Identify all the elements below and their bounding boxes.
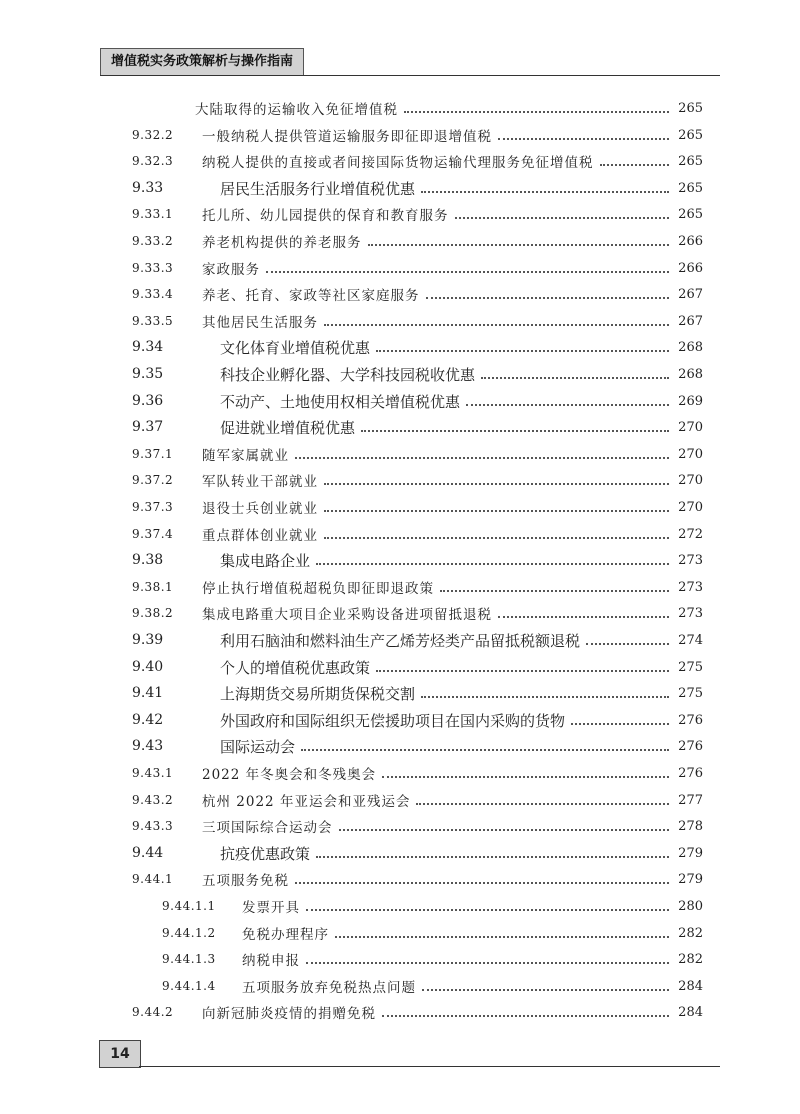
toc-entry-title: 抗疫优惠政策 bbox=[220, 844, 311, 863]
toc-entry-title: 上海期货交易所期货保税交割 bbox=[220, 684, 416, 703]
toc-entry-page: 275 bbox=[678, 659, 703, 675]
toc-entry-title: 免税办理程序 bbox=[242, 927, 329, 943]
dot-leader bbox=[382, 1014, 669, 1017]
toc-entry bbox=[132, 866, 703, 892]
toc-entry bbox=[162, 946, 703, 972]
toc-entry bbox=[132, 840, 703, 866]
toc-entry-number: 9.39 bbox=[132, 632, 164, 648]
toc-entry-title: 重点群体创业就业 bbox=[202, 528, 318, 544]
toc-entry bbox=[132, 813, 703, 839]
toc-entry-title: 个人的增值税优惠政策 bbox=[220, 658, 371, 677]
dot-leader bbox=[368, 243, 670, 246]
toc-entry-page: 265 bbox=[678, 180, 703, 196]
toc-entry-page: 267 bbox=[678, 313, 703, 329]
dot-leader bbox=[586, 642, 669, 645]
header-rule bbox=[100, 75, 720, 76]
toc-entry bbox=[132, 201, 703, 227]
toc-entry-page: 276 bbox=[678, 738, 703, 754]
toc-entry-title: 促进就业增值税优惠 bbox=[220, 418, 356, 437]
toc-entry bbox=[132, 787, 703, 813]
dot-leader bbox=[335, 935, 669, 938]
toc-entry-page: 276 bbox=[678, 712, 703, 728]
toc-entry-page: 270 bbox=[678, 446, 703, 462]
dot-leader bbox=[421, 695, 669, 698]
toc-entry-number: 9.37.2 bbox=[132, 473, 174, 487]
toc-entry-title: 纳税申报 bbox=[242, 953, 300, 969]
toc-entry-title: 国际运动会 bbox=[220, 737, 296, 756]
dot-leader bbox=[316, 855, 669, 858]
dot-leader bbox=[324, 482, 669, 485]
toc-entry-title: 退役士兵创业就业 bbox=[202, 501, 318, 517]
toc-entry bbox=[132, 255, 703, 281]
toc-entry-title: 科技企业孵化器、大学科技园税收优惠 bbox=[220, 365, 476, 384]
toc-entry-number: 9.44.1.3 bbox=[162, 952, 216, 966]
toc-entry-page: 273 bbox=[678, 605, 703, 621]
toc-entry-page: 273 bbox=[678, 579, 703, 595]
toc-entry-number: 9.43.2 bbox=[132, 793, 174, 807]
toc-entry bbox=[132, 600, 703, 626]
toc-entry-title: 集成电路企业 bbox=[220, 551, 311, 570]
dot-leader bbox=[382, 775, 669, 778]
toc-entry-title: 利用石脑油和燃料油生产乙烯芳烃类产品留抵税额退税 bbox=[220, 631, 581, 650]
toc-entry-page: 268 bbox=[678, 339, 703, 355]
toc-entry bbox=[132, 388, 703, 414]
toc-entry-page: 282 bbox=[678, 925, 703, 941]
toc-entry-number: 9.42 bbox=[132, 712, 164, 728]
toc-entry-page: 282 bbox=[678, 951, 703, 967]
dot-leader bbox=[481, 376, 669, 379]
toc-entry bbox=[132, 308, 703, 334]
toc-entry bbox=[132, 228, 703, 254]
toc-entry-page: 279 bbox=[678, 845, 703, 861]
toc-entry bbox=[132, 574, 703, 600]
toc-entry-title: 纳税人提供的直接或者间接国际货物运输代理服务免征增值税 bbox=[202, 155, 594, 171]
toc-entry bbox=[132, 494, 703, 520]
toc-entry-page: 280 bbox=[678, 898, 703, 914]
toc-entry-title: 2022 年冬奥会和冬残奥会 bbox=[202, 767, 377, 783]
toc-entry-number: 9.40 bbox=[132, 659, 164, 675]
toc-entry-number: 9.36 bbox=[132, 393, 164, 409]
toc-entry-page: 279 bbox=[678, 871, 703, 887]
toc-entry-number: 9.44.2 bbox=[132, 1005, 174, 1019]
toc-entry-number: 9.44.1.4 bbox=[162, 979, 216, 993]
dot-leader bbox=[324, 509, 669, 512]
toc-entry-title: 发票开具 bbox=[242, 900, 300, 916]
toc-entry-title: 养老机构提供的养老服务 bbox=[202, 235, 362, 251]
toc-entry-title: 集成电路重大项目企业采购设备进项留抵退税 bbox=[202, 607, 492, 623]
toc-entry bbox=[162, 893, 703, 919]
toc-entry-number: 9.32.2 bbox=[132, 128, 174, 142]
dot-leader bbox=[600, 163, 670, 166]
toc-entry-number: 9.41 bbox=[132, 685, 164, 701]
dot-leader bbox=[426, 296, 670, 299]
toc-entry-page: 275 bbox=[678, 685, 703, 701]
dot-leader bbox=[571, 722, 669, 725]
dot-leader bbox=[421, 190, 669, 193]
toc-entry-page: 277 bbox=[678, 792, 703, 808]
toc-entry-title: 托儿所、幼儿园提供的保育和教育服务 bbox=[202, 208, 449, 224]
toc-entry-page: 265 bbox=[678, 153, 703, 169]
toc-entry-number: 9.43.1 bbox=[132, 766, 174, 780]
toc-entry-title: 停止执行增值税超税负即征即退政策 bbox=[202, 581, 434, 597]
dot-leader bbox=[301, 748, 669, 751]
toc-entry-number: 9.44.1.2 bbox=[162, 926, 216, 940]
dot-leader bbox=[404, 110, 669, 113]
toc-entry-page: 284 bbox=[678, 1004, 703, 1020]
toc-entry bbox=[162, 920, 703, 946]
toc-entry bbox=[132, 707, 703, 733]
toc-entry bbox=[132, 175, 703, 201]
toc-entry-number: 9.37.4 bbox=[132, 527, 174, 541]
dot-leader bbox=[295, 881, 669, 884]
toc-entry bbox=[132, 414, 703, 440]
toc-entry-page: 276 bbox=[678, 765, 703, 781]
toc-entry-page: 274 bbox=[678, 632, 703, 648]
toc-entry-page: 265 bbox=[678, 206, 703, 222]
toc-entry bbox=[132, 999, 703, 1025]
toc-entry-page: 266 bbox=[678, 233, 703, 249]
toc-entry-number: 9.38 bbox=[132, 552, 164, 568]
page-number: 14 bbox=[99, 1040, 141, 1068]
toc-entry-number: 9.43 bbox=[132, 738, 164, 754]
toc-entry-page: 284 bbox=[678, 978, 703, 994]
toc-entry-number: 9.37.1 bbox=[132, 447, 174, 461]
dot-leader bbox=[306, 961, 669, 964]
toc-entry-page: 268 bbox=[678, 366, 703, 382]
toc-entry-number: 9.33.2 bbox=[132, 234, 174, 248]
toc-entry-number: 9.44 bbox=[132, 845, 164, 861]
toc-entry-title: 家政服务 bbox=[202, 262, 260, 278]
toc-entry-page: 265 bbox=[678, 100, 703, 116]
dot-leader bbox=[440, 589, 669, 592]
toc-entry-number: 9.43.3 bbox=[132, 819, 174, 833]
toc-entry-page: 273 bbox=[678, 552, 703, 568]
toc-entry-title: 居民生活服务行业增值税优惠 bbox=[220, 179, 416, 198]
toc-entry-page: 270 bbox=[678, 472, 703, 488]
dot-leader bbox=[376, 349, 669, 352]
toc-entry-number: 9.32.3 bbox=[132, 154, 174, 168]
toc-entry-title: 一般纳税人提供管道运输服务即征即退增值税 bbox=[202, 129, 492, 145]
toc-entry-number: 9.33.4 bbox=[132, 287, 174, 301]
toc-entry-page: 269 bbox=[678, 393, 703, 409]
toc-entry-number: 9.44.1 bbox=[132, 872, 174, 886]
toc-entry-title: 五项服务免税 bbox=[202, 873, 289, 889]
dot-leader bbox=[416, 802, 669, 805]
toc-entry bbox=[132, 122, 703, 148]
footer-rule bbox=[139, 1066, 720, 1067]
toc-entry-title: 五项服务放弃免税热点问题 bbox=[242, 980, 416, 996]
toc-entry-page: 266 bbox=[678, 260, 703, 276]
dot-leader bbox=[324, 536, 669, 539]
toc-entry-title: 随军家属就业 bbox=[202, 448, 289, 464]
toc-entry-title: 向新冠肺炎疫情的捐赠免税 bbox=[202, 1006, 376, 1022]
toc-entry-title: 养老、托育、家政等社区家庭服务 bbox=[202, 288, 420, 304]
toc-entry-page: 278 bbox=[678, 818, 703, 834]
toc-entry-page: 270 bbox=[678, 499, 703, 515]
dot-leader bbox=[306, 908, 669, 911]
toc-entry-title: 外国政府和国际组织无偿援助项目在国内采购的货物 bbox=[220, 711, 566, 730]
toc-entry-title: 杭州 2022 年亚运会和亚残运会 bbox=[202, 794, 411, 810]
toc-entry bbox=[162, 973, 703, 999]
toc-entry-number: 9.33.1 bbox=[132, 207, 174, 221]
dot-leader bbox=[316, 562, 669, 565]
toc-entry bbox=[132, 627, 703, 653]
dot-leader bbox=[376, 669, 669, 672]
toc-entry-number: 9.37.3 bbox=[132, 500, 174, 514]
toc-entry bbox=[132, 547, 703, 573]
toc-entry-number: 9.37 bbox=[132, 419, 164, 435]
toc-entry-title: 大陆取得的运输收入免征增值税 bbox=[195, 102, 398, 118]
dot-leader bbox=[361, 429, 669, 432]
toc-entry-page: 270 bbox=[678, 419, 703, 435]
toc-entry bbox=[195, 95, 703, 121]
toc-entry bbox=[132, 654, 703, 680]
toc-entry bbox=[132, 760, 703, 786]
toc-entry-number: 9.33.3 bbox=[132, 261, 174, 275]
dot-leader bbox=[266, 270, 669, 273]
toc-entry-number: 9.38.2 bbox=[132, 606, 174, 620]
dot-leader bbox=[466, 403, 669, 406]
dot-leader bbox=[498, 137, 669, 140]
toc-entry-number: 9.33.5 bbox=[132, 314, 174, 328]
toc-entry-number: 9.44.1.1 bbox=[162, 899, 216, 913]
toc-entry-page: 265 bbox=[678, 127, 703, 143]
dot-leader bbox=[455, 216, 670, 219]
toc-entry-page: 272 bbox=[678, 526, 703, 542]
toc-entry-title: 军队转业干部就业 bbox=[202, 474, 318, 490]
toc-entry-page: 267 bbox=[678, 286, 703, 302]
toc-entry-title: 三项国际综合运动会 bbox=[202, 820, 333, 836]
toc-entry-number: 9.33 bbox=[132, 180, 164, 196]
toc-entry bbox=[132, 680, 703, 706]
dot-leader bbox=[498, 615, 669, 618]
toc-entry bbox=[132, 441, 703, 467]
dot-leader bbox=[422, 988, 669, 991]
dot-leader bbox=[339, 828, 670, 831]
toc-entry bbox=[132, 334, 703, 360]
toc-entry bbox=[132, 521, 703, 547]
toc-entry-number: 9.34 bbox=[132, 339, 164, 355]
toc-entry-title: 不动产、土地使用权相关增值税优惠 bbox=[220, 392, 461, 411]
toc-entry bbox=[132, 361, 703, 387]
toc-entry bbox=[132, 148, 703, 174]
toc-entry-number: 9.35 bbox=[132, 366, 164, 382]
toc-entry-number: 9.38.1 bbox=[132, 580, 174, 594]
toc-entry-title: 文化体育业增值税优惠 bbox=[220, 338, 371, 357]
toc-entry bbox=[132, 467, 703, 493]
toc-entry bbox=[132, 733, 703, 759]
toc-entry bbox=[132, 281, 703, 307]
toc-entry-title: 其他居民生活服务 bbox=[202, 315, 318, 331]
running-header-title: 增值税实务政策解析与操作指南 bbox=[100, 48, 304, 75]
dot-leader bbox=[295, 456, 669, 459]
dot-leader bbox=[324, 323, 669, 326]
